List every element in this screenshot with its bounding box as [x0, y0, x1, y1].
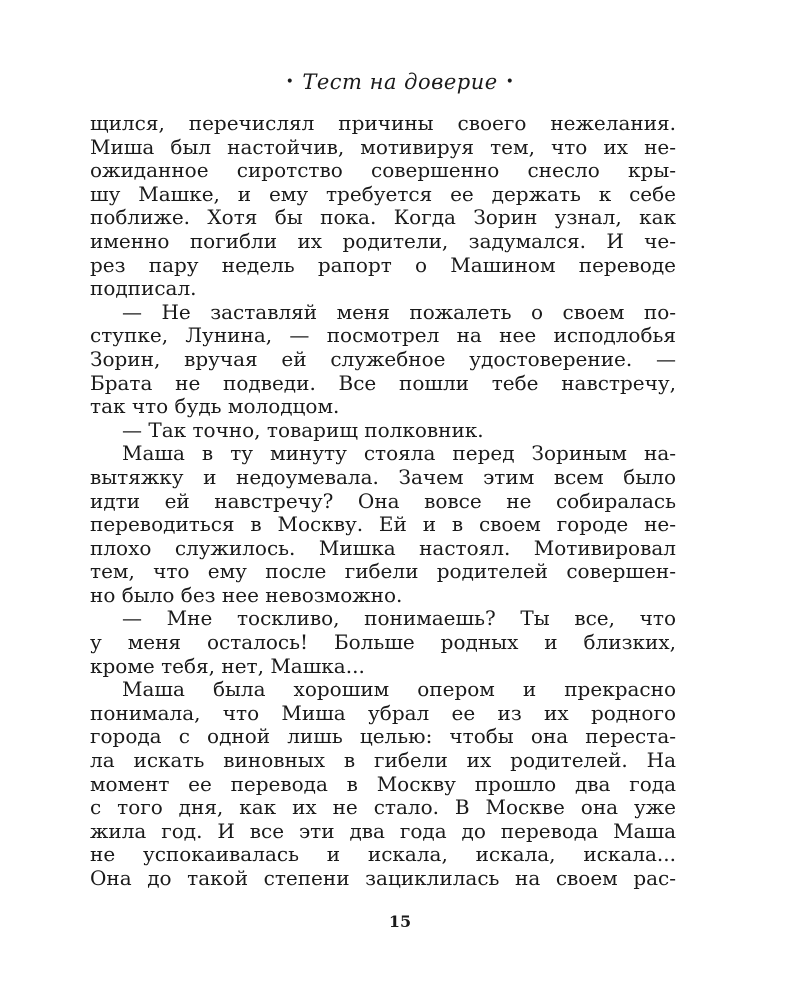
text-line: подписал. [90, 276, 197, 301]
text-line: Миша был настойчив, мотивируя тем, что их не- [90, 134, 676, 159]
text-line: тем, что ему после гибели родителей совершен- [90, 559, 676, 584]
page-number: 15 [388, 912, 412, 931]
text-line: плохо служилось. Мишка настоял. Мотивировал [90, 535, 676, 560]
text-line: ожиданное сиротство совершенно снесло кры- [90, 158, 676, 183]
text-line: вытяжку и недоумевала. Зачем этим всем было [90, 464, 676, 489]
text-line: Маша была хорошим опером и прекрасно [122, 677, 676, 702]
text-line: Зорин, вручая ей служебное удостоверение. — [90, 346, 676, 371]
text-line: кроме тебя, нет, Машка... [90, 653, 365, 678]
text-line: идти ей навстречу? Она вовсе не собиралась [90, 488, 676, 513]
header-ornament-left: • [285, 74, 295, 90]
text-line: города с одной лишь целью: чтобы она переста- [90, 724, 676, 749]
text-line: именно погибли их родители, задумался. И че- [90, 228, 676, 253]
text-line: рез пару недель рапорт о Машином переводе [90, 252, 676, 277]
running-header [0, 70, 800, 94]
text-line: у меня осталось! Больше родных и близких, [90, 630, 676, 655]
text-line: жила год. И все эти два года до перевода Маша [90, 818, 676, 843]
page-body-text [90, 112, 676, 891]
text-line: переводиться в Москву. Ей и в своем городе не- [90, 512, 676, 537]
text-line: щился, перечислял причины своего нежелания. [90, 111, 676, 135]
text-line: с того дня, как их не стало. В Москве она уже [90, 795, 676, 820]
text-line: понимала, что Миша убрал ее из их родного [90, 700, 676, 725]
text-line: ступке, Лунина, — посмотрел на нее исподлобья [90, 323, 676, 348]
text-line: момент ее перевода в Москву прошло два года [90, 771, 676, 796]
text-line: ла искать виновных в гибели их родителей. На [90, 748, 676, 773]
text-line: так что будь молодцом. [90, 394, 340, 419]
header-ornament-right: • [505, 74, 515, 90]
text-line: но было без нее невозможно. [90, 582, 403, 607]
text-line: поближе. Хотя бы пока. Когда Зорин узнал, как [90, 205, 676, 230]
text-line: не успокаивалась и искала, искала, искала... [90, 842, 676, 867]
text-line: Брата не подведи. Все пошли тебе навстречу, [90, 370, 676, 395]
text-line: — Не заставляй меня пожалеть о своем по- [122, 299, 676, 324]
text-line: Маша в ту минуту стояла перед Зориным на- [122, 441, 676, 466]
text-line: шу Машке, и ему требуется ее держать к себе [90, 181, 676, 206]
text-line: — Так точно, товарищ полковник. [122, 417, 484, 442]
book-title: Тест на доверие [302, 70, 498, 94]
text-line: — Мне тоскливо, понимаешь? Ты все, что [122, 606, 676, 631]
text-line: Она до такой степени зациклилась на своем рас- [90, 866, 676, 890]
